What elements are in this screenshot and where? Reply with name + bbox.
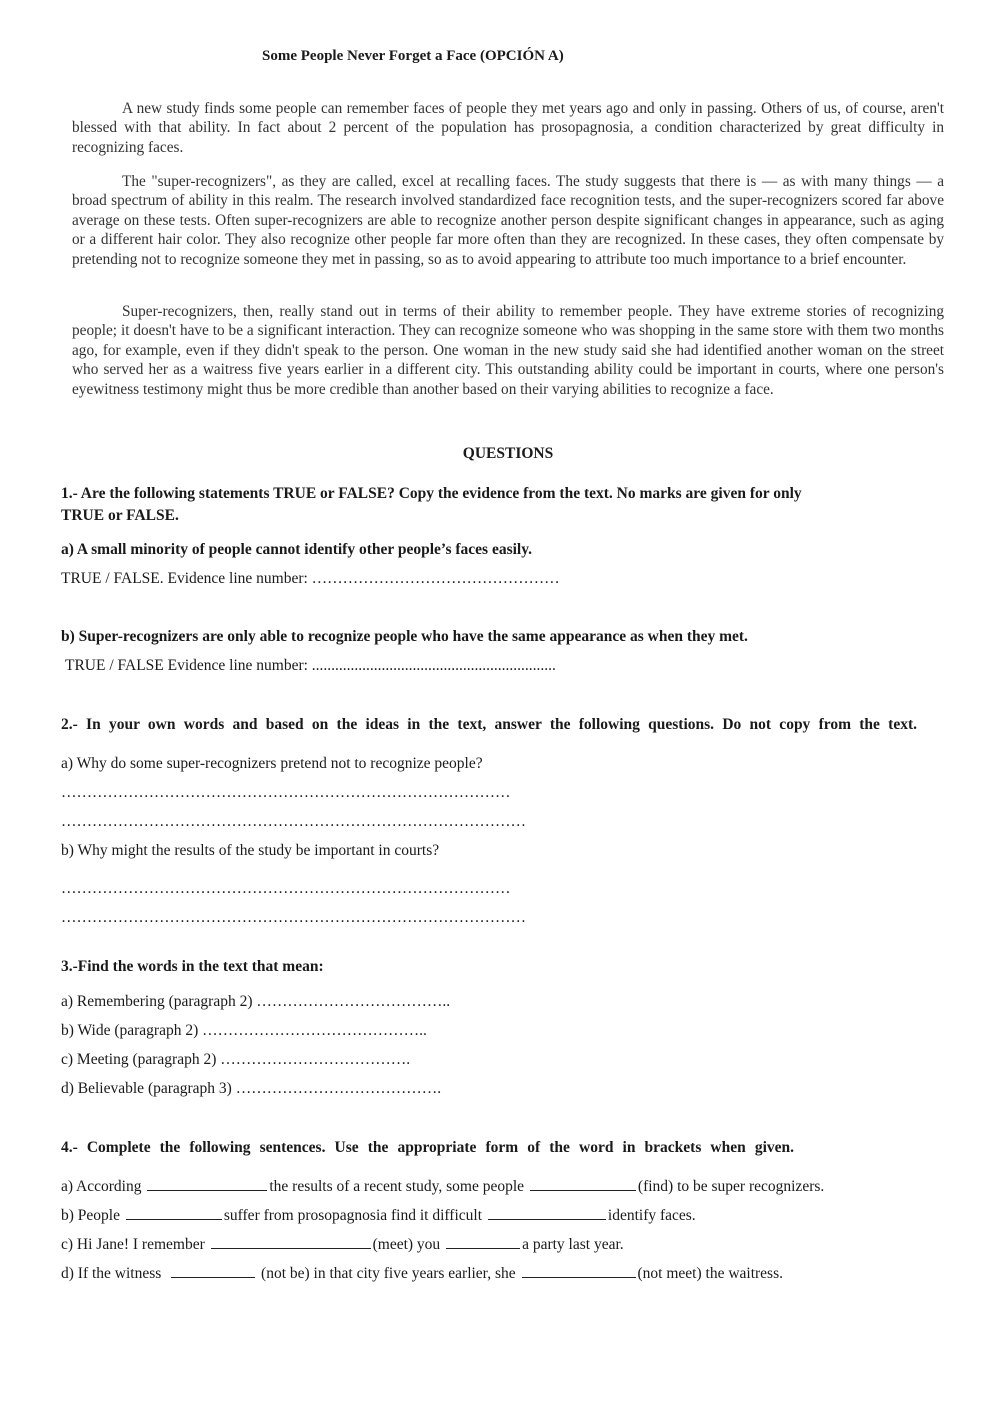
q4b-blank-1[interactable] <box>126 1205 222 1220</box>
q4d-sentence <box>61 1263 783 1283</box>
reading-paragraph-1: A new study finds some people can remember faces of people they met years ago and only in passing. Others of us, of course, aren't blessed with that ability. In fact about 2 percent of the population has prosopagnosia, a condition characterized by great difficulty in recognizing faces. <box>72 100 944 156</box>
q1b-statement: b) Super-recognizers are only able to recognize people who have the same appearance as when they met. <box>61 628 748 645</box>
q4b-text-1: b) People <box>61 1207 120 1224</box>
q4a-text-2: the results of a recent study, some people <box>269 1178 525 1195</box>
q2b-answer-line-1[interactable]: …………………………………………………………………………… <box>61 880 511 897</box>
questions-heading: QUESTIONS <box>462 445 554 462</box>
q4d-text-3: (not meet) the waitress. <box>637 1265 783 1282</box>
q4a-sentence <box>61 1176 824 1196</box>
q4d-text-1: d) If the witness <box>61 1265 162 1282</box>
q1b-answer-line[interactable]: TRUE / FALSE Evidence line number: ............................................................... <box>65 657 556 674</box>
q4d-blank-2[interactable] <box>522 1263 636 1278</box>
q1-prompt-line2: TRUE or FALSE. <box>61 507 179 524</box>
reading-paragraph-3: Super-recognizers, then, really stand out in terms of their ability to remember people. They have extreme stories of recognizing people; it doesn't have to be a significant interaction. They can recognize someone who was shopping in the same store with them two months ago, for example, even if they didn't speak to the person. One woman in the new study said she had identified another woman on the street who served her as a waitress five years earlier in a different city. This outstanding ability could be important in courts, where one person's eyewitness testimony might thus be more credible than another based on their varying abilities to recognize a face. <box>72 303 944 398</box>
q2a-answer-line-1[interactable]: …………………………………………………………………………… <box>61 784 511 801</box>
q4a-blank-1[interactable] <box>147 1176 267 1191</box>
q2b-question: b) Why might the results of the study be important in courts? <box>61 842 440 859</box>
q3a-item[interactable]: a) Remembering (paragraph 2) ……………………………….. <box>61 993 451 1010</box>
q4b-blank-2[interactable] <box>488 1205 606 1220</box>
q4c-text-3: a party last year. <box>522 1236 624 1253</box>
q4a-text-1: a) According <box>61 1178 142 1195</box>
reading-paragraph-2: The "super-recognizers", as they are called, excel at recalling faces. The study suggests that there is — as with many things — a broad spectrum of ability in this realm. The research involved standardized face recognition tests, and the super-recognizers scored far above average on these tests. Often super-recognizers are able to recognize another person despite significant changes in appearance, such as aging or a different hair color. They also recognize other people far more often than they are recognized. In these cases, they often compensate by pretending not to recognize someone they met in passing, so as to avoid appearing to attribute too much importance to a brief encounter. <box>72 173 944 268</box>
q3d-item[interactable]: d) Believable (paragraph 3) …………………………………. <box>61 1080 442 1097</box>
page-title: Some People Never Forget a Face (OPCIÓN A) <box>262 48 564 64</box>
q2a-question: a) Why do some super-recognizers pretend not to recognize people? <box>61 755 483 772</box>
q4b-text-3: identify faces. <box>607 1207 696 1224</box>
q4c-text-1: c) Hi Jane! I remember <box>61 1236 205 1253</box>
q4a-blank-2[interactable] <box>530 1176 636 1191</box>
q4c-text-2: (meet) you <box>372 1236 441 1253</box>
q4-prompt: 4.- Complete the following sentences. Use the appropriate form of the word in brackets when given. <box>61 1139 794 1156</box>
q1a-answer-line[interactable]: TRUE / FALSE. Evidence line number: ………………………………………… <box>61 570 560 587</box>
q1a-statement: a) A small minority of people cannot identify other people’s faces easily. <box>61 541 533 558</box>
q1-prompt-line1: 1.- Are the following statements TRUE or FALSE? Copy the evidence from the text. No marks are given for only <box>61 485 802 502</box>
q4c-blank-2[interactable] <box>446 1234 520 1249</box>
q4b-sentence <box>61 1205 696 1225</box>
q3c-item[interactable]: c) Meeting (paragraph 2) ………………………………. <box>61 1051 411 1068</box>
q4d-text-2: (not be) in that city five years earlier, she <box>261 1265 516 1282</box>
q3b-item[interactable]: b) Wide (paragraph 2) …………………………………….. <box>61 1022 427 1039</box>
q2a-answer-line-2[interactable]: ……………………………………………………………………………… <box>61 813 526 830</box>
q4c-sentence <box>61 1234 624 1254</box>
q4d-blank-1[interactable] <box>171 1263 255 1278</box>
q2b-answer-line-2[interactable]: ……………………………………………………………………………… <box>61 909 526 926</box>
q4a-text-3: (find) to be super recognizers. <box>637 1178 825 1195</box>
q4b-text-2: suffer from prosopagnosia find it difficult <box>223 1207 483 1224</box>
q4c-blank-1[interactable] <box>211 1234 371 1249</box>
q2-prompt: 2.- In your own words and based on the ideas in the text, answer the following questions. Do not copy from the text. <box>61 716 917 733</box>
q3-prompt: 3.-Find the words in the text that mean: <box>61 958 324 975</box>
